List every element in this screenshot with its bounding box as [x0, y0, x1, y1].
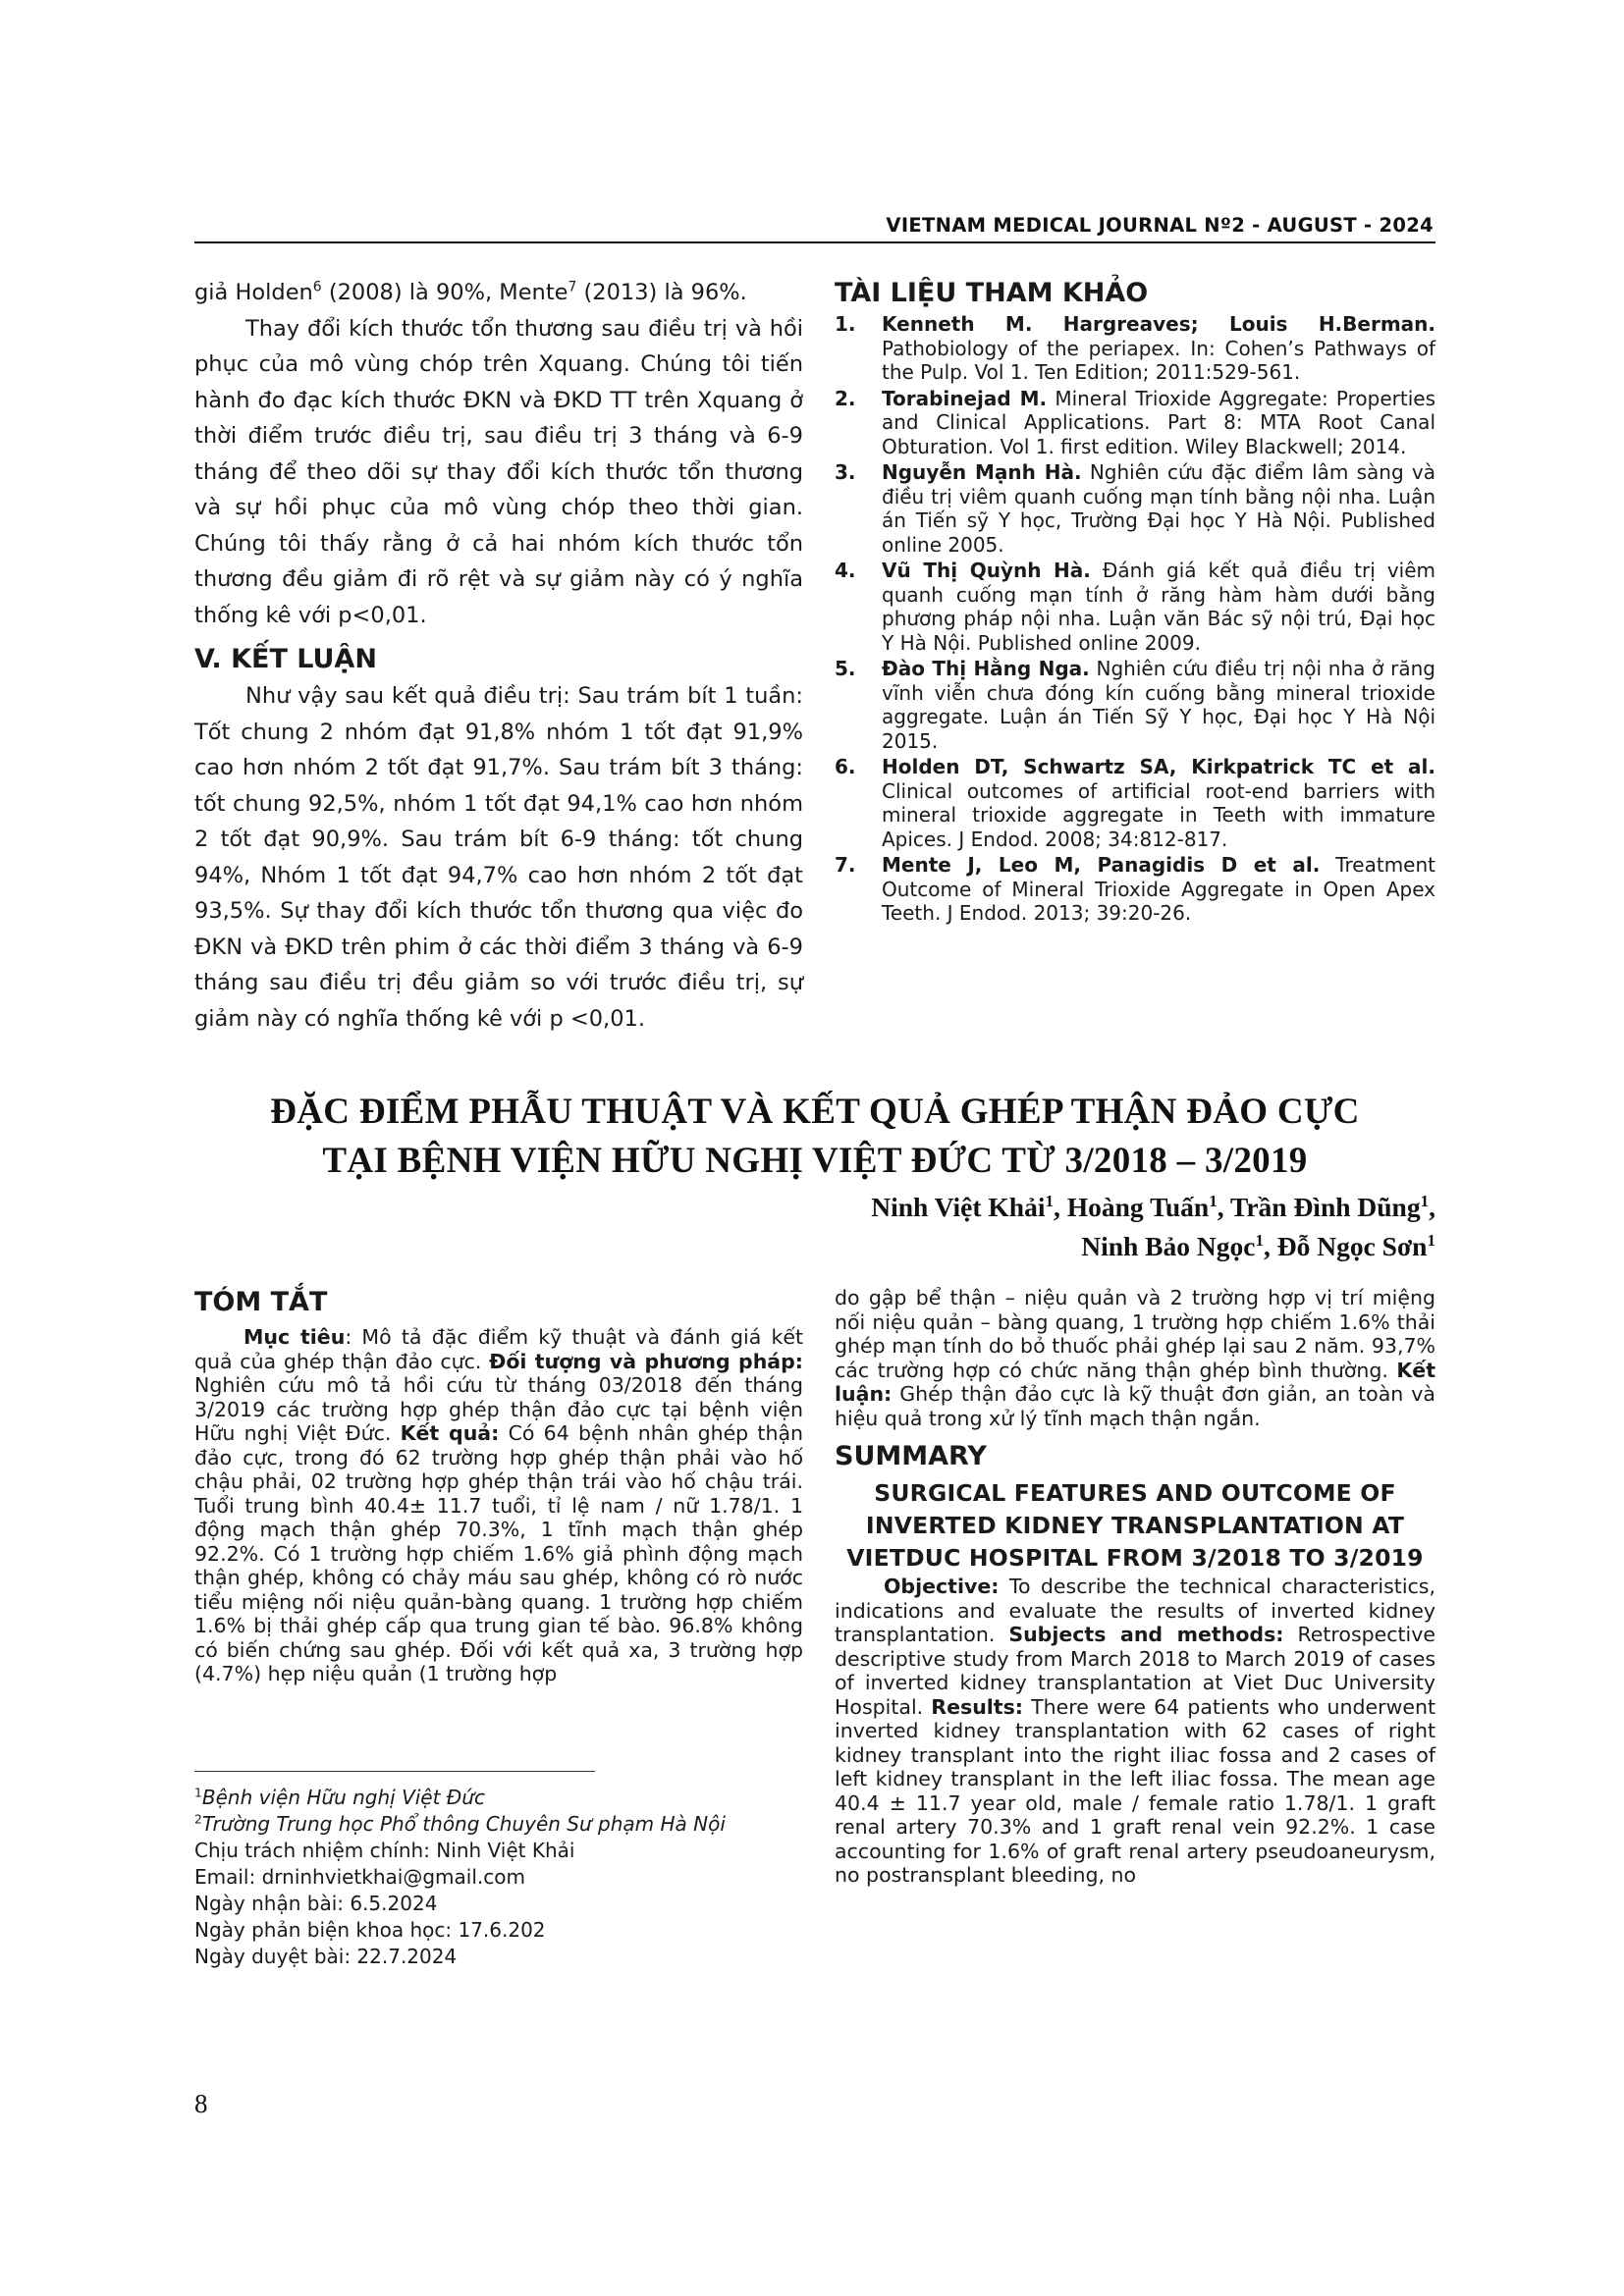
corresponding-author: Chịu trách nhiệm chính: Ninh Việt Khải [194, 1839, 575, 1862]
text-run: giả Holden [194, 280, 313, 305]
reference-text: Pathobiology of the periapex. In: Cohen’s Pathways of the Pulp. Vol 1. Ten Edition; 2011:529-561. [882, 336, 1435, 384]
author-separator: , [1217, 1192, 1231, 1222]
author-list [628, 1188, 1435, 1266]
affiliation-text: Bệnh viện Hữu nghị Việt Đức [201, 1786, 485, 1809]
author-affiliation-sup: 1 [1420, 1191, 1430, 1210]
text-run: (2013) là 96%. [576, 280, 747, 305]
review-date: Ngày phản biện khoa học: 17.6.202 [194, 1918, 546, 1942]
author-affiliation-sup: 1 [1255, 1230, 1264, 1250]
reference-text: Đánh giá kết quả điều trị viêm quanh cuống mạn tính ở răng hàm hàm dưới bằng phương pháp nội nha. Luận văn Bác sỹ nội trú, Đại học Y Hà Nội. Published online 2009. [882, 559, 1435, 655]
reference-number: 7. [835, 853, 856, 877]
reference-number: 1. [835, 312, 856, 336]
abstract-paragraph-continued [835, 1286, 1435, 1430]
objective-label: Objective: [884, 1575, 1000, 1598]
text-run: (2008) là 90%, Mente [321, 280, 568, 305]
author-name: Trần Đình Dũng [1230, 1192, 1421, 1222]
reference-authors: Đào Thị Hằng Nga. [882, 657, 1090, 680]
reference-item [835, 657, 1435, 753]
abstract-heading: TÓM TẮT [194, 1287, 328, 1317]
affiliation-sup: 2 [194, 1811, 202, 1827]
reference-number: 2. [835, 386, 856, 410]
reference-text: Nghiên cứu điều trị nội nha ở răng vĩnh viễn chưa đóng kín cuống bằng mineral trioxide aggregate. Luận án Tiến Sỹ Y học, Đại học Y Hà Nội 2015. [882, 657, 1436, 753]
author-separator: , [1263, 1231, 1277, 1261]
author-separator: , [1054, 1192, 1067, 1222]
email: Email: drninhvietkhai@gmail.com [194, 1865, 525, 1889]
reference-item [835, 755, 1435, 851]
results-label: Results: [931, 1694, 1024, 1719]
reference-authors: Nguyễn Mạnh Hà. [882, 460, 1082, 484]
results-text: Có 64 bệnh nhân ghép thận đảo cực, trong đó 62 trường hợp ghép thận phải vào hố chậu phải, 02 trường hợp ghép thận trái vào hố chậu trái. Tuổi trung bình 40.4± 11.7 tuổi, tỉ lệ nam / nữ 1.78/1. 1 động mạch thận ghép 70.3%, 1 tĩnh mạch thận ghép 92.2%. Có 1 trường hợp chiếm 1.6% giả phình động mạch thận ghép, không có chảy máu sau ghép, không có rò nước tiểu miệng nối niệu quản-bàng quang. 1 trường hợp chiếm 1.6% bị thải ghép cấp qua trung gian tế bào. 96.8% không có biến chứng sau ghép. Đối với kết quả xa, 3 trường hợp (4.7%) hẹp niệu quản (1 trường hợp [194, 1421, 804, 1685]
conclusion-heading: V. KẾT LUẬN [194, 644, 377, 674]
reference-authors: Kenneth M. Hargreaves; Louis H.Berman. [882, 312, 1435, 336]
author-line [628, 1227, 1435, 1266]
reference-body [882, 312, 1435, 385]
citation-sup: 6 [312, 279, 322, 295]
article-title-line: ĐẶC ĐIỂM PHẪU THUẬT VÀ KẾT QUẢ GHÉP THẬN ĐẢO CỰC [270, 1092, 1360, 1132]
conclusion-text: Ghép thận đảo cực là kỹ thuật đơn giản, an toàn và hiệu quả trong xử lý tĩnh mạch thận ngắn. [835, 1382, 1435, 1430]
reference-item [835, 312, 1435, 385]
abstract-paragraph [194, 1325, 803, 1686]
discussion-paragraph-1 [194, 275, 803, 311]
conclusion-paragraph: Như vậy sau kết quả điều trị: Sau trám bít 1 tuần: Tốt chung 2 nhóm đạt 91,8% nhóm 1 tốt đạt 91,9% cao hơn nhóm 2 tốt đạt 91,7%. Sau trám bít 3 tháng: tốt chung 92,5%, nhóm 1 tốt đạt 94,1% cao hơn nhóm 2 tốt đạt 90,9%. Sau trám bít 6-9 tháng: tốt chung 94%, Nhóm 1 tốt đạt 94,7% cao hơn nhóm 2 tốt đạt 93,5%. Sự thay đổi kích thước tổn thương qua việc đo ĐKN và ĐKD trên phim ở các thời điểm 3 tháng và 6-9 tháng sau điều trị đều giảm so với trước điều trị, sự giảm này có nghĩa thống kê với p <0,01. [194, 683, 803, 1032]
reference-authors: Torabinejad M. [882, 386, 1048, 410]
author-name: Ninh Bảo Ngọc [1081, 1231, 1256, 1261]
author-affiliation-sup: 1 [1045, 1191, 1054, 1210]
received-date: Ngày nhận bài: 6.5.2024 [194, 1892, 438, 1915]
abstract-vi-column [194, 1286, 803, 1686]
page-number: 8 [194, 2089, 208, 2118]
reference-number: 4. [835, 559, 856, 582]
summary-paragraph [835, 1575, 1435, 1888]
running-head: VIETNAM MEDICAL JOURNAL Nº2 - AUGUST - 2024 [886, 214, 1434, 237]
reference-text: Nghiên cứu đặc điểm lâm sàng và điều trị viêm quanh cuống mạn tính bằng nội nha. Luận án Tiến sỹ Y học, Trường Đại học Y Hà Nội. Published online 2005. [882, 460, 1436, 557]
reference-text: Clinical outcomes of artificial root-end barriers with mineral trioxide aggregate in Teeth with immature Apices. J Endod. 2008; 34:812-817. [882, 778, 1435, 851]
results-label: Kết quả: [400, 1421, 500, 1445]
reference-number: 3. [835, 460, 856, 484]
references-section [835, 277, 1435, 928]
objective-label: Mục tiêu [244, 1325, 346, 1349]
author-line [628, 1188, 1435, 1227]
reference-number: 5. [835, 657, 856, 680]
citation-sup: 7 [568, 279, 577, 295]
reference-body [882, 460, 1435, 557]
author-name: Ninh Việt Khải [871, 1192, 1046, 1222]
summary-title-line: SURGICAL FEATURES AND OUTCOME OF [874, 1479, 1396, 1507]
author-affiliation-sup: 1 [1209, 1191, 1218, 1210]
reference-text: Mineral Trioxide Aggregate: Properties and Clinical Applications. Part 8: MTA Root Canal Obturation. Vol 1. first edition. Wiley Blackwell; 2014. [882, 386, 1435, 458]
abstract-right-column [835, 1286, 1435, 1888]
reference-body [882, 755, 1435, 851]
affiliation-1 [194, 1785, 803, 1811]
reference-text: Treatment Outcome of Mineral Trioxide Aggregate in Open Apex Teeth. J Endod. 2013; 39:20-26. [882, 853, 1436, 925]
reference-body [882, 657, 1435, 753]
accepted-date: Ngày duyệt bài: 22.7.2024 [194, 1945, 458, 1968]
author-name: Hoàng Tuấn [1066, 1192, 1210, 1222]
reference-number: 6. [835, 755, 856, 778]
methods-label: Subjects and methods: [1008, 1623, 1284, 1646]
objective-text: : Mô tả đặc điểm kỹ thuật và đánh giá kết quả của ghép thận đảo cực. [194, 1325, 803, 1373]
summary-title-line: INVERTED KIDNEY TRANSPLANTATION AT [865, 1512, 1405, 1539]
references-heading: TÀI LIỆU THAM KHẢO [835, 278, 1149, 308]
conclusion-label: Kết luận: [835, 1358, 1435, 1406]
header-rule [194, 241, 1435, 243]
reference-item [835, 559, 1435, 655]
results-text: do gập bể thận – niệu quản và 2 trường hợp vị trí miệng nối niệu quản – bàng quang, 1 trường hợp chiếm 1.6% thải ghép mạn tính do bỏ thuốc phải ghép lại sau 2 năm. 93,7% các trường hợp có chức năng thận ghép bình thường. [835, 1286, 1435, 1382]
methods-label: Đối tượng và phương pháp: [489, 1349, 803, 1373]
methods-text: Retrospective descriptive study from March 2018 to March 2019 of cases of inverted kidney transplantation at Viet Duc University Hospital. [835, 1623, 1435, 1719]
reference-authors: Vũ Thị Quỳnh Hà. [882, 559, 1091, 582]
reference-body [882, 387, 1435, 459]
methods-text: Nghiên cứu mô tả hồi cứu từ tháng 03/2018 đến tháng 3/2019 các trường hợp ghép thận đảo cực tại bệnh viện Hữu nghị Việt Đức. [194, 1373, 803, 1445]
reference-body [882, 559, 1435, 655]
affiliation-2 [194, 1811, 803, 1838]
author-affiliation-sup: 1 [1427, 1230, 1435, 1250]
summary-title [835, 1477, 1435, 1575]
summary-title-line: VIETDUC HOSPITAL FROM 3/2018 TO 3/2019 [846, 1544, 1424, 1572]
footnotes [194, 1785, 803, 1970]
reference-body [882, 853, 1435, 926]
footnote-rule [194, 1771, 595, 1772]
article-title-line: TẠI BỆNH VIỆN HỮU NGHỊ VIỆT ĐỨC TỪ 3/2018 – 3/2019 [322, 1141, 1308, 1181]
author-separator: , [1429, 1192, 1435, 1222]
article-title [194, 1088, 1435, 1186]
previous-article-column [194, 275, 803, 1037]
reference-item [835, 853, 1435, 926]
reference-authors: Holden DT, Schwartz SA, Kirkpatrick TC et al. [882, 755, 1435, 778]
reference-item [835, 460, 1435, 557]
reference-item [835, 387, 1435, 459]
author-name: Đỗ Ngọc Sơn [1276, 1231, 1428, 1261]
reference-list [835, 312, 1435, 926]
objective-text: To describe the technical characteristics, indications and evaluate the results of inverted kidney transplantation. [835, 1575, 1435, 1646]
discussion-paragraph-2: Thay đổi kích thước tổn thương sau điều trị và hồi phục của mô vùng chóp trên Xquang. Chúng tôi tiến hành đo đạc kích thước ĐKN và ĐKD TT trên Xquang ở thời điểm trước điều trị, sau điều trị 3 tháng và 6-9 tháng để theo dõi sự thay đổi kích thước tổn thương và sự hồi phục của mô vùng chóp theo thời gian. Chúng tôi thấy rằng ở cả hai nhóm kích thước tổn thương đều giảm đi rõ rệt và sự giảm này có ý nghĩa thống kê với p<0,01. [194, 315, 803, 628]
reference-authors: Mente J, Leo M, Panagidis D et al. [882, 853, 1321, 877]
summary-heading: SUMMARY [835, 1441, 987, 1471]
affiliation-text: Trường Trung học Phổ thông Chuyên Sư phạm Hà Nội [201, 1812, 726, 1836]
results-text: There were 64 patients who underwent inverted kidney transplantation with 62 cases of right kidney transplant into the right iliac fossa and 2 cases of left kidney transplant in the left iliac fossa. The mean age 40.4 ± 11.7 year old, male / female ratio 1.78/1. 1 graft renal artery 70.3% and 1 graft renal vein 92.2%. 1 case accounting for 1.6% of graft renal artery pseudoaneurysm, no postransplant bleeding, no [835, 1694, 1435, 1887]
affiliation-sup: 1 [194, 1785, 202, 1800]
